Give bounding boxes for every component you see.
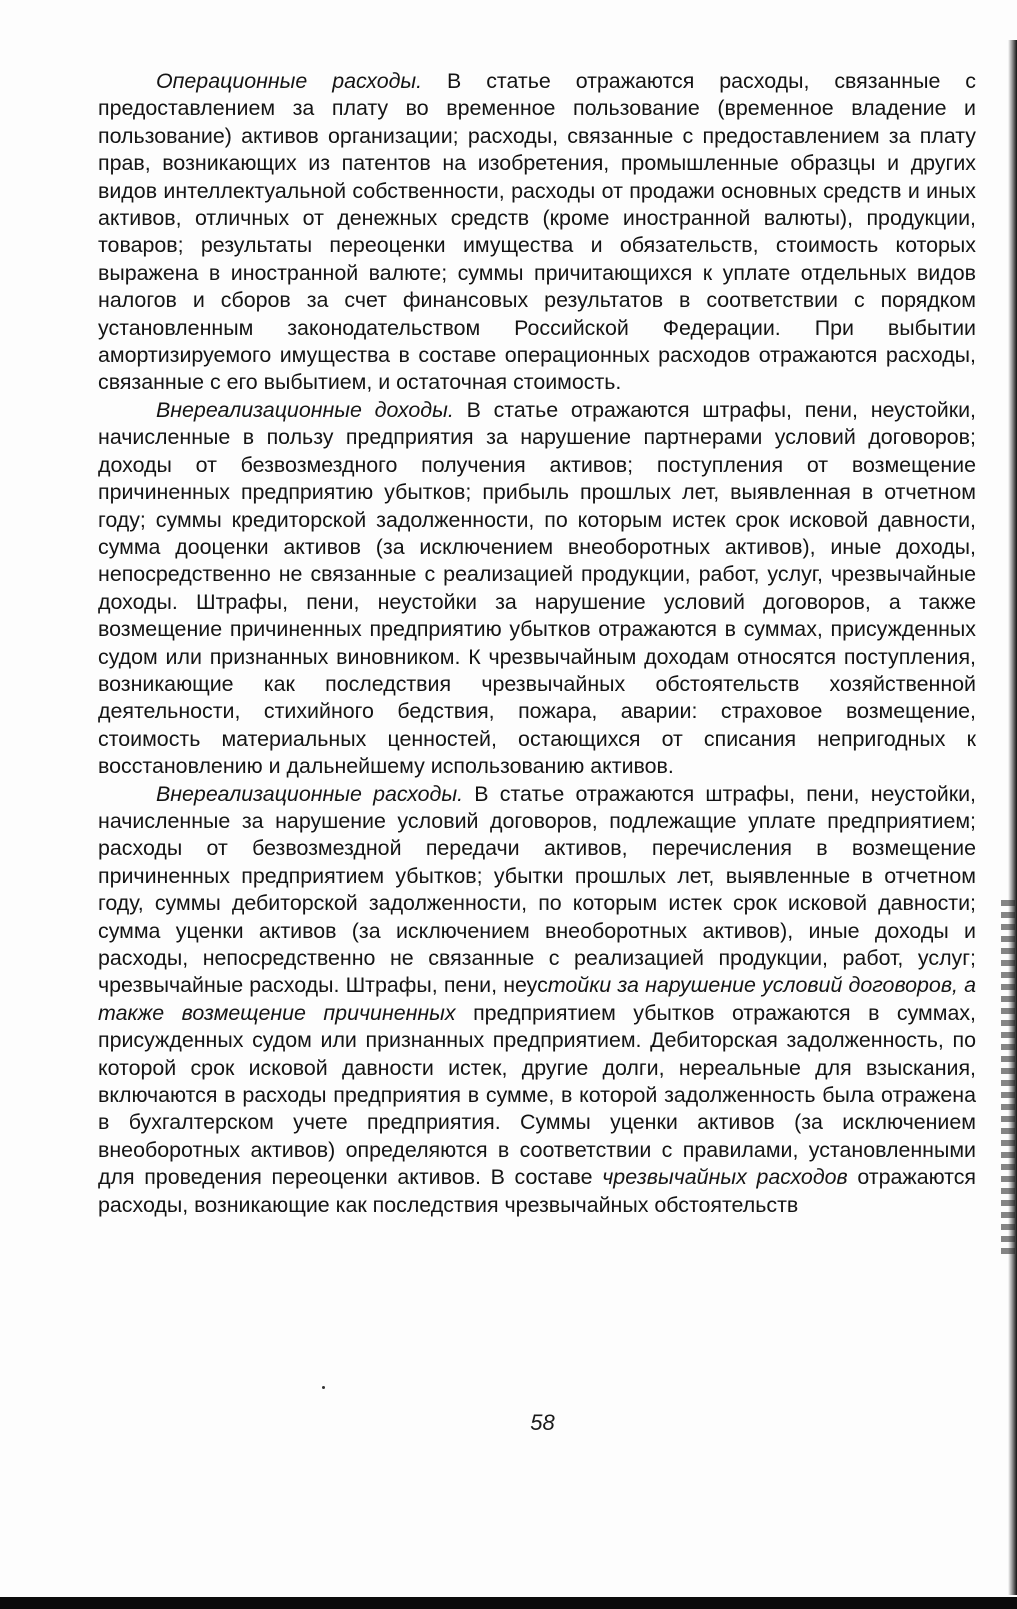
page-text <box>98 68 976 1219</box>
page-number: 58 <box>530 1410 555 1435</box>
paragraph-body: В статье отражаются штрафы, пени, неустойки, начисленные за нарушение условий договоров, подлежащие уплате предприятием; расходы от безвозмездной передачи активов, перечисления в возмещение причиненных предприятием убытков; убытки прошлых лет, выявленные в отчетном году, суммы дебиторской задолженности, по которым истек срок исковой давности; сумма уценки активов (за исключением внеоборотных активов), иные доходы и расходы, непосредственно не связанные с реализацией продукции, работ, услуг; чрезвычайные расходы. Штрафы, пени, неус <box>98 781 976 998</box>
paragraph-body: предприятием убытков отражаются в суммах, присужденных судом или признанных предприятием. Дебиторская задолженность, по которой срок исковой давности истек, другие долги, нереальные для взыскания, включаются в расходы предприятия в сумме, в которой задолженность была отражена в бухгалтерском учете предприятия. Суммы уценки активов (за исключением внеоборотных активов) определяются в соответствии с правилами, установленными для проведения переоценки активов. В составе <box>98 1000 976 1190</box>
term-non-operating-income: Внереализационные доходы. <box>156 397 454 422</box>
scan-edge-right <box>1008 40 1017 1595</box>
paragraph-operating-expenses <box>98 68 976 397</box>
paragraph-body: отражаются расходы, возникающие как последствия чрезвычайных обстоятельств <box>98 1165 976 1217</box>
paragraph-body: В статье отражаются штрафы, пени, неустойки, начисленные в пользу предприятия за нарушение партнерами условий договоров; доходы от безвозмездного получения активов; поступления от возмещение причиненных предприятию убытков; прибыль прошлых лет, выявленная в отчетном году; суммы кредиторской задолженности, по которым истек срок исковой давности, сумма дооценки активов (за исключением внеоборотных активов), иные доходы, непосредственно не связанные с реализацией продукции, работ, услуг, чрезвычайные доходы. Штрафы, пени, неустойки за нарушение условий договоров, а также возмещение причиненных предприятию убытков отражаются в суммах, присужденных судом или признанных виновником. К чрезвычайным доходам относятся поступления, возникающие как последствия чрезвычайных обстоятельств хозяйственной деятельности, стихийного бедствия, пожара, аварии: страховое возмещение, стоимость материальных ценностей, остающихся от списания непригодных к восстановлению и дальнейшему использованию активов. <box>98 397 976 779</box>
paragraph-non-operating-income <box>98 397 976 781</box>
paragraph-body: В статье отражаются расходы, связанные с предоставлением за плату во временное пользование (временное владение и пользование) активов организации; расходы, связанные с предоставлением за плату прав, возникающих из патентов на изобретения, промышленные образцы и других видов интеллектуальной собственности, расходы от продажи основных средств и иных активов, отличных от денежных средств (кроме иностранной валюты), продукции, товаров; результаты переоценки имущества и обязательств, стоимость которых выражена в иностранной валюте; суммы причитающихся к уплате отдельных видов налогов и сборов за счет финансовых результатов в соответствии с порядком установленным законодательством Российской Федерации. При выбытии амортизируемого имущества в составе операционных расходов отражаются расходы, связанные с его выбытием, и остаточная стоимость. <box>98 69 976 395</box>
paragraph-non-operating-expenses <box>98 781 976 1220</box>
term-extraordinary-expenses: чрезвычайных расходов <box>602 1165 848 1190</box>
scan-edge-bottom <box>0 1597 1017 1609</box>
italic-run: тойки за нарушение условий договоров, а также возмещение причиненных <box>98 973 976 1025</box>
term-non-operating-expenses: Внереализационные расходы. <box>156 781 464 806</box>
scan-edge-right-noise <box>1001 900 1015 1260</box>
term-operating-expenses: Операционные расходы. <box>156 69 423 93</box>
scan-speck <box>322 1386 325 1389</box>
